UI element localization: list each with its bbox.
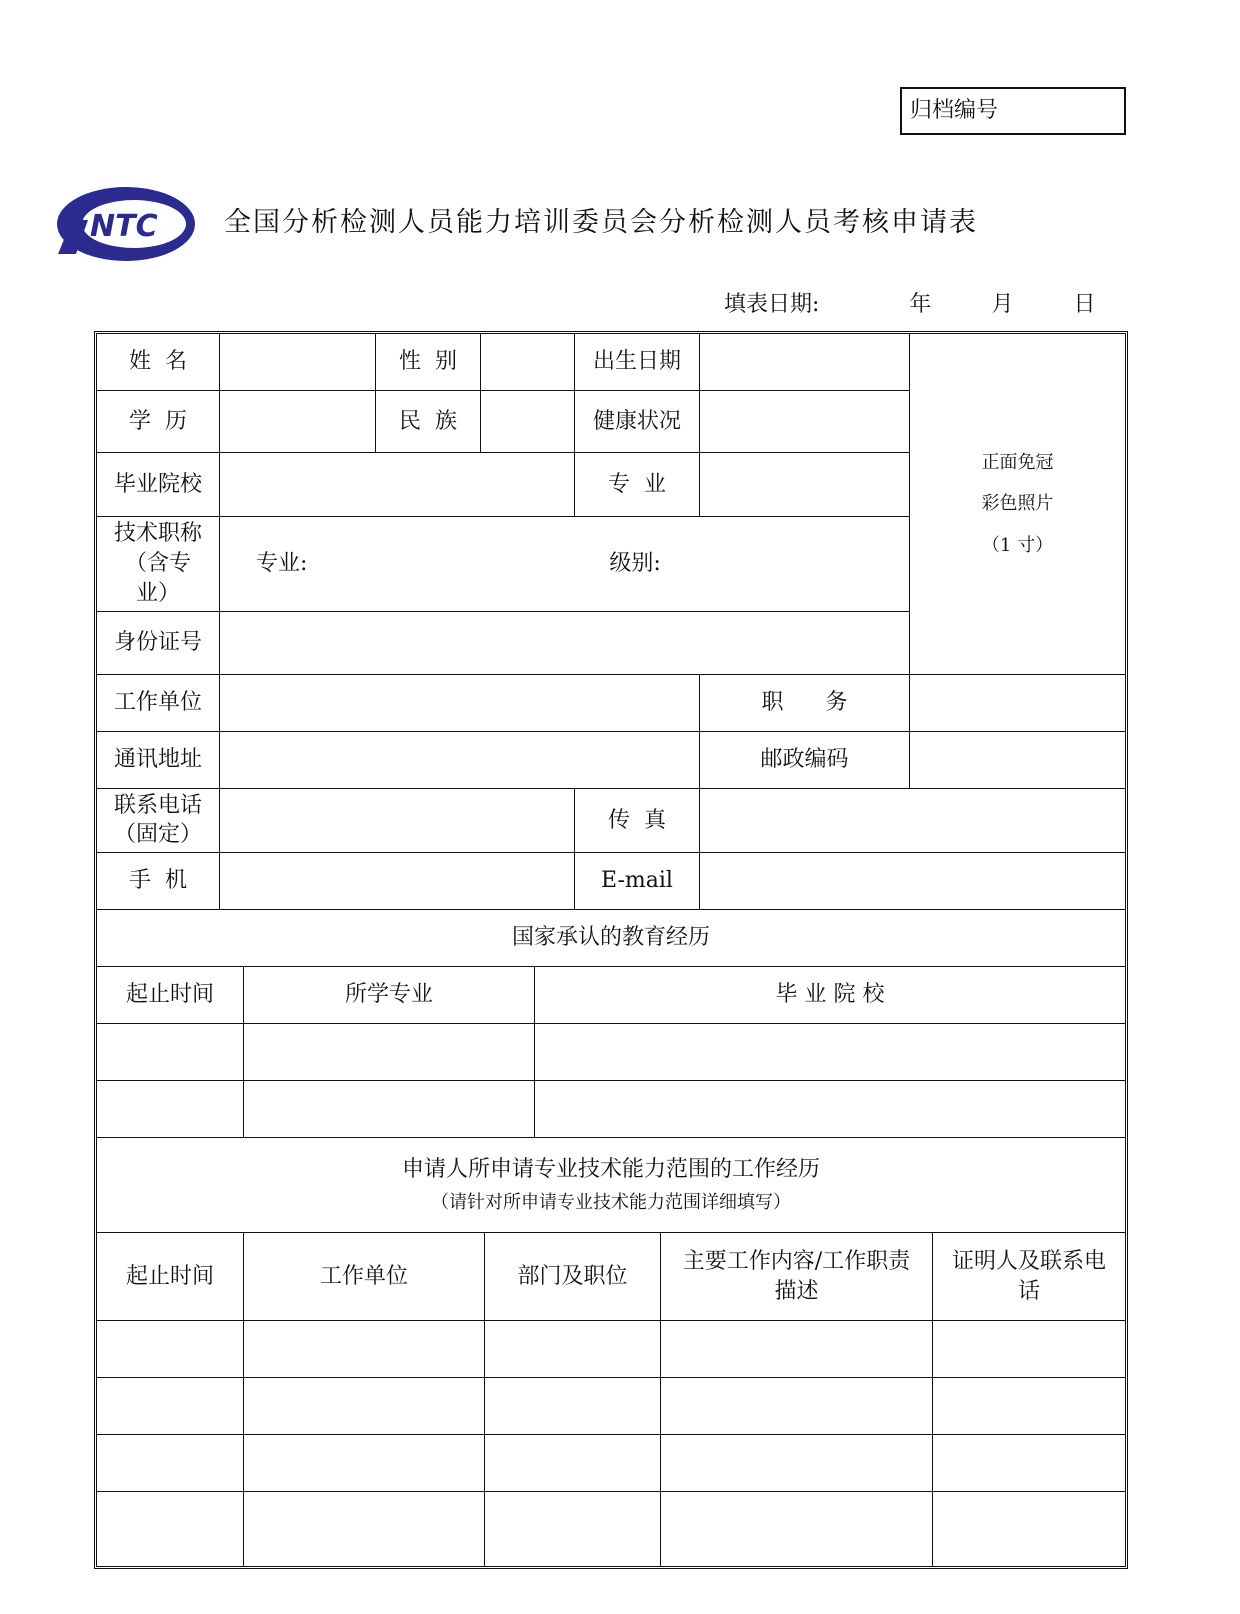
- edu-row-2-major[interactable]: [244, 1081, 535, 1138]
- work-row-1-reference[interactable]: [933, 1321, 1125, 1378]
- birth-date-field[interactable]: [700, 334, 910, 391]
- work-row-3-reference[interactable]: [933, 1435, 1125, 1492]
- tech-title-line-3: 业）: [135, 580, 180, 606]
- work-row-1-duties[interactable]: [661, 1321, 933, 1378]
- address-label: 通讯地址: [97, 732, 220, 789]
- education-field[interactable]: [220, 391, 376, 453]
- application-form: [94, 331, 1128, 1569]
- work-row-4-reference[interactable]: [933, 1492, 1125, 1566]
- work-row-4-dept[interactable]: [485, 1492, 661, 1566]
- photo-line-3: （1 寸）: [981, 534, 1054, 556]
- mobile-label: 手 机: [97, 853, 220, 910]
- tech-title-major-label: 专业:: [256, 551, 308, 577]
- employer-field[interactable]: [220, 675, 700, 732]
- work-row-2-reference[interactable]: [933, 1378, 1125, 1435]
- edu-row-1-major[interactable]: [244, 1024, 535, 1081]
- tech-title-line-1: 技术职称: [113, 521, 202, 547]
- fill-date-month: 月: [991, 292, 1014, 317]
- edu-row-2-period[interactable]: [97, 1081, 244, 1138]
- page-title: 全国分析检测人员能力培训委员会分析检测人员考核申请表: [224, 207, 978, 238]
- tech-title-level-label: 级别:: [609, 551, 661, 577]
- work-col-reference: 证明人及联系电话: [933, 1233, 1125, 1321]
- work-row-2-period[interactable]: [97, 1378, 244, 1435]
- edu-row-1-school[interactable]: [535, 1024, 1125, 1081]
- phone-label-line-1: 联系电话: [113, 792, 202, 818]
- position-field[interactable]: [910, 675, 1125, 732]
- health-field[interactable]: [700, 391, 910, 453]
- address-field[interactable]: [220, 732, 700, 789]
- email-label: E-mail: [575, 853, 700, 910]
- logo-text: NTC: [90, 209, 158, 244]
- work-row-3-dept[interactable]: [485, 1435, 661, 1492]
- work-row-2-employer[interactable]: [244, 1378, 485, 1435]
- email-field[interactable]: [700, 853, 1125, 910]
- archive-number-box[interactable]: [900, 87, 1126, 135]
- work-col-period: 起止时间: [97, 1233, 244, 1321]
- ethnicity-label: 民 族: [376, 391, 481, 453]
- name-label: 姓 名: [97, 334, 220, 391]
- fill-date-year: 年: [909, 292, 932, 317]
- gender-field[interactable]: [481, 334, 575, 391]
- work-row-4-duties[interactable]: [661, 1492, 933, 1566]
- photo-line-1: 正面免冠: [981, 451, 1054, 473]
- work-col-employer: 工作单位: [244, 1233, 485, 1321]
- archive-number-label: 归档编号: [910, 98, 999, 123]
- work-row-1-dept[interactable]: [485, 1321, 661, 1378]
- work-row-2-dept[interactable]: [485, 1378, 661, 1435]
- phone-label-line-2: （固定）: [113, 821, 202, 847]
- name-field[interactable]: [220, 334, 376, 391]
- fax-label: 传 真: [575, 789, 700, 853]
- gender-label: 性 别: [376, 334, 481, 391]
- postcode-label: 邮政编码: [700, 732, 910, 789]
- edu-row-1-period[interactable]: [97, 1024, 244, 1081]
- tech-title-label: [97, 517, 220, 612]
- work-section-title: 申请人所申请专业技术能力范围的工作经历: [401, 1157, 820, 1182]
- edu-col-school: 毕 业 院 校: [535, 967, 1125, 1024]
- id-number-field[interactable]: [220, 612, 910, 675]
- postcode-field[interactable]: [910, 732, 1125, 789]
- work-row-3-employer[interactable]: [244, 1435, 485, 1492]
- work-section-subtitle: （请针对所申请专业技术能力范围详细填写）: [431, 1192, 791, 1214]
- id-number-label: 身份证号: [97, 612, 220, 675]
- school-label: 毕业院校: [97, 453, 220, 517]
- major-label: 专 业: [575, 453, 700, 517]
- ethnicity-field[interactable]: [481, 391, 575, 453]
- edu-col-major: 所学专业: [244, 967, 535, 1024]
- edu-col-period: 起止时间: [97, 967, 244, 1024]
- work-row-3-period[interactable]: [97, 1435, 244, 1492]
- school-field[interactable]: [220, 453, 575, 517]
- mobile-field[interactable]: [220, 853, 575, 910]
- fax-field[interactable]: [700, 789, 1125, 853]
- tech-title-line-2: （含专: [124, 551, 191, 577]
- work-col-duties: 主要工作内容/工作职责描述: [661, 1233, 933, 1321]
- phone-field[interactable]: [220, 789, 575, 853]
- work-section-heading: [97, 1138, 1125, 1233]
- work-row-1-period[interactable]: [97, 1321, 244, 1378]
- work-row-4-period[interactable]: [97, 1492, 244, 1566]
- work-row-2-duties[interactable]: [661, 1378, 933, 1435]
- work-row-1-employer[interactable]: [244, 1321, 485, 1378]
- phone-label: [97, 789, 220, 853]
- work-row-3-duties[interactable]: [661, 1435, 933, 1492]
- fill-date-day: 日: [1073, 292, 1096, 317]
- education-section-heading: 国家承认的教育经历: [97, 910, 1125, 967]
- edu-row-2-school[interactable]: [535, 1081, 1125, 1138]
- employer-label: 工作单位: [97, 675, 220, 732]
- fill-date: [724, 287, 1095, 318]
- education-label: 学 历: [97, 391, 220, 453]
- fill-date-label: 填表日期:: [724, 292, 820, 317]
- tech-title-field[interactable]: [220, 517, 910, 612]
- position-label: 职 务: [700, 675, 910, 732]
- major-field[interactable]: [700, 453, 910, 517]
- birth-date-label: 出生日期: [575, 334, 700, 391]
- work-col-dept: 部门及职位: [485, 1233, 661, 1321]
- ntc-logo: [54, 184, 199, 264]
- photo-line-2: 彩色照片: [981, 493, 1054, 515]
- health-label: 健康状况: [575, 391, 700, 453]
- photo-box[interactable]: [910, 334, 1125, 675]
- work-row-4-employer[interactable]: [244, 1492, 485, 1566]
